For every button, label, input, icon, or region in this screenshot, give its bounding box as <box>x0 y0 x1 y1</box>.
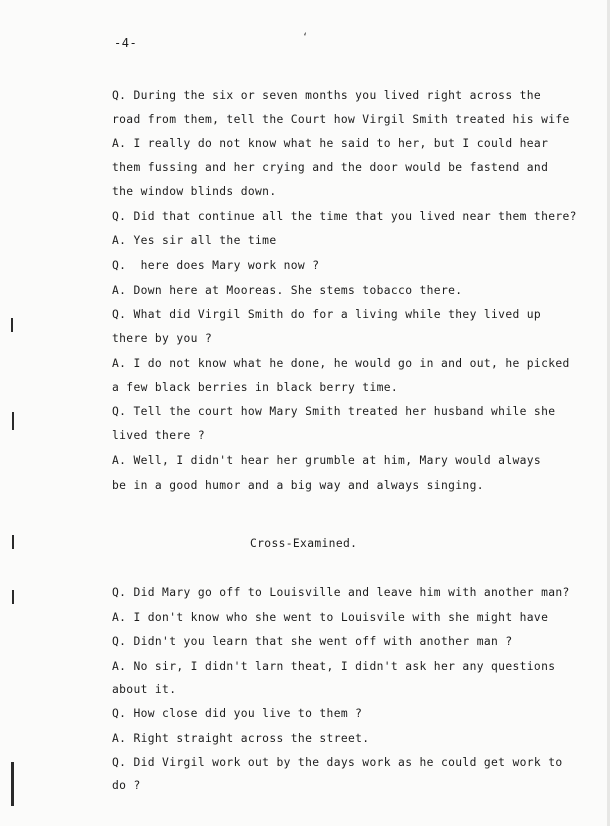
cross-examination-line: Q. Did Mary go off to Louisville and leave him with another man? <box>112 586 570 599</box>
scan-mark <box>12 590 14 604</box>
testimony-line: A. I do not know what he done, he would go in and out, he picked <box>112 357 570 370</box>
cross-examination-line: Q. How close did you live to them ? <box>112 707 363 720</box>
testimony-line: A. Down here at Mooreas. She stems tobacco there. <box>112 284 463 297</box>
cross-examination-line: A. No sir, I didn't larn theat, I didn't ask her any questions <box>112 660 556 673</box>
cross-examination-line: do ? <box>112 779 141 792</box>
testimony-line: A. I really do not know what he said to her, but I could hear <box>112 137 549 150</box>
page-number: -4- <box>114 36 138 50</box>
testimony-line: Q. What did Virgil Smith do for a living while they lived up <box>112 308 542 321</box>
testimony-line: them fussing and her crying and the door would be fastend and <box>112 161 549 174</box>
testimony-line: A. Well, I didn't hear her grumble at him, Mary would always <box>112 454 542 467</box>
scan-mark <box>12 535 14 549</box>
testimony-line: be in a good humor and a big way and always singing. <box>112 479 484 492</box>
testimony-line: a few black berries in black berry time. <box>112 381 399 394</box>
testimony-line: there by you ? <box>112 332 213 345</box>
stray-mark: ‘ <box>302 32 309 43</box>
cross-examination-line: Q. Didn't you learn that she went off with another man ? <box>112 635 513 648</box>
cross-examination-line: A. I don't know who she went to Louisvile with she might have <box>112 611 549 624</box>
scan-mark <box>11 318 13 332</box>
scan-mark <box>12 412 14 430</box>
testimony-line: lived there ? <box>112 429 205 442</box>
testimony-line: the window blinds down. <box>112 185 277 198</box>
left-margin-scan-marks <box>0 0 18 826</box>
cross-examination-line: A. Right straight across the street. <box>112 732 370 745</box>
cross-examination-line: about it. <box>112 683 177 696</box>
testimony-line: A. Yes sir all the time <box>112 234 277 247</box>
scan-mark <box>11 762 14 806</box>
testimony-line: Q. Did that continue all the time that you lived near them there? <box>112 210 577 223</box>
testimony-line: Q. Tell the court how Mary Smith treated her husband while she <box>112 405 556 418</box>
cross-examination-line: Q. Did Virgil work out by the days work as he could get work to <box>112 756 563 769</box>
testimony-line: Q. here does Mary work now ? <box>112 259 320 272</box>
testimony-line: Q. During the six or seven months you lived right across the <box>112 89 542 102</box>
testimony-line: road from them, tell the Court how Virgil Smith treated his wife <box>112 113 570 126</box>
section-heading: Cross-Examined. <box>250 537 358 550</box>
